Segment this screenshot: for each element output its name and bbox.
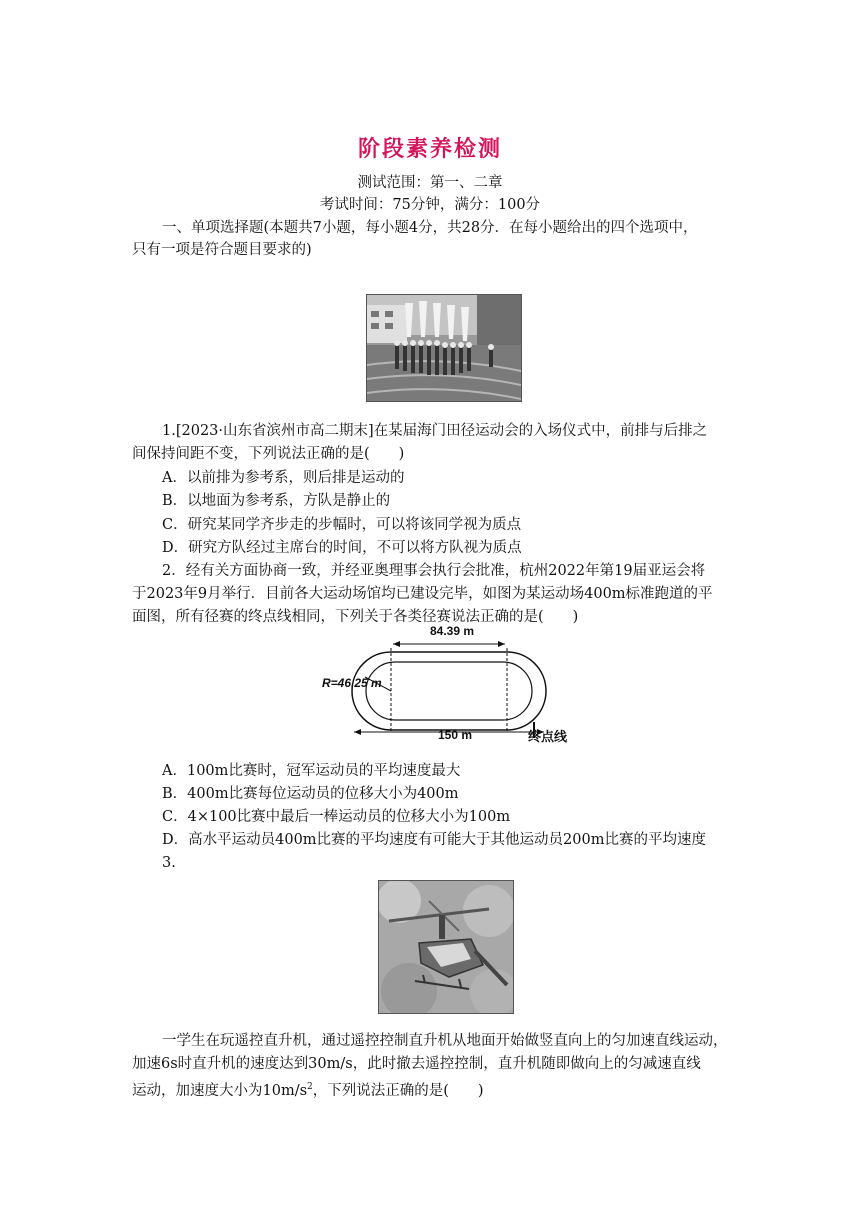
straight-length-label: 84.39 m <box>430 624 475 638</box>
radius-label: R=46.25 m <box>322 676 382 690</box>
section-heading-line1: 一、单项选择题(本题共7小题，每小题4分，共28分．在每小题给出的四个选项中， <box>162 220 698 236</box>
q1-stem-line2: 间保持间距不变，下列说法正确的是( ) <box>132 446 405 462</box>
q2-stem-line1: 2．经有关方面协商一致，并经亚奥理事会执行会批准，杭州2022年第19届亚运会将 <box>162 563 706 579</box>
q3-stem-line3 <box>132 1076 484 1102</box>
q2-stem-line3: 面图，所有径赛的终点线相同，下列关于各类径赛说法正确的是( ) <box>132 609 579 625</box>
track-length-label: 150 m <box>438 728 473 742</box>
q1-stem-line1: 1.[2023·山东省滨州市高二期末]在某届海门田径运动会的入场仪式中，前排与后排之 <box>162 423 708 439</box>
q1-option-b: B．以地面为参考系，方队是静止的 <box>162 493 391 509</box>
q2-option-d: D．高水平运动员400m比赛的平均速度有可能大于其他运动员200m比赛的平均速度 <box>162 832 706 848</box>
page-title: 阶段素养检测 <box>357 136 502 162</box>
q1-option-c: C．研究某同学齐步走的步幅时，可以将该同学视为质点 <box>162 517 522 533</box>
finish-line-label: 终点线 <box>528 730 568 745</box>
q3-stem-line1: 一学生在玩遥控直升机，通过遥控控制直升机从地面开始做竖直向上的匀加速直线运动， <box>162 1033 728 1049</box>
q2-option-c: C．4×100比赛中最后一棒运动员的位移大小为100m <box>162 809 511 825</box>
q3-stem-line2: 加速6s时直升机的速度达到30m/s，此时撤去遥控控制，直升机随即做向上的匀减速直线 <box>132 1056 701 1072</box>
q3-stem-line3-tail: ，下列说法正确的是( ) <box>312 1082 484 1099</box>
section-heading-line2: 只有一项是符合题目要求的) <box>132 242 312 258</box>
q1-option-a: A．以前排为参考系，则后排是运动的 <box>162 470 405 486</box>
q2-stem-line2: 于2023年9月举行．目前各大运动场馆均已建设完毕，如图为某运动场400m标准跑道的平 <box>132 586 713 602</box>
exam-time-info: 考试时间：75分钟，满分：100分 <box>319 197 541 213</box>
q2-option-a: A．100m比赛时，冠军运动员的平均速度最大 <box>162 763 461 779</box>
q3-stem-line3-text: 运动，加速度大小为10m/s <box>132 1082 308 1099</box>
running-track-diagram <box>318 624 582 748</box>
rc-helicopter-photo <box>378 880 514 1014</box>
q1-option-d: D．研究方队经过主席台的时间，不可以将方队视为质点 <box>162 540 522 556</box>
test-scope: 测试范围：第一、二章 <box>357 175 503 191</box>
q3-exponent: 2 <box>307 1082 313 1092</box>
q3-number: 3. <box>162 855 176 871</box>
q2-option-b: B．400m比赛每位运动员的位移大小为400m <box>162 786 459 802</box>
marching-parade-photo <box>366 294 522 402</box>
